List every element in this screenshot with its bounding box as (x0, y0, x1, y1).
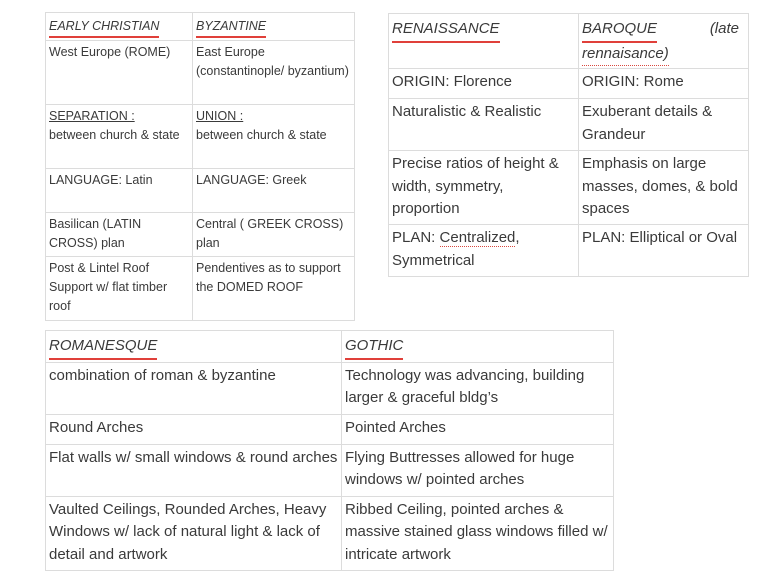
baroque-header-line (582, 18, 745, 43)
table-cell: LANGUAGE: Greek (193, 169, 355, 213)
table-cell: ORIGIN: Rome (579, 69, 749, 99)
table-row (46, 213, 355, 257)
table-cell: Round Arches (46, 414, 342, 444)
table-cell: Pointed Arches (342, 414, 614, 444)
table-cell: Emphasis on large masses, domes, & bold spaces (579, 151, 749, 225)
table-cell (46, 105, 193, 169)
table-cell: ORIGIN: Florence (389, 69, 579, 99)
header-baroque: BAROQUE (582, 18, 657, 43)
table-cell: Flat walls w/ small windows & round arches (46, 444, 342, 496)
table-cell: Naturalistic & Realistic (389, 99, 579, 151)
table-cell: Pendentives as to support the DOMED ROOF (193, 257, 355, 321)
table-row (389, 225, 749, 277)
table-row (389, 69, 749, 99)
renaissance-baroque-table (388, 13, 749, 277)
header-cell (193, 13, 355, 41)
header-gothic: GOTHIC (345, 335, 403, 360)
header-cell (389, 14, 579, 69)
baroque-note-1: (late (709, 20, 739, 37)
table-cell: Basilican (LATIN CROSS) plan (46, 213, 193, 257)
header-cell (342, 331, 614, 363)
table-cell (389, 225, 579, 277)
table-cell: Central ( GREEK CROSS) plan (193, 213, 355, 257)
table-cell: combination of roman & byzantine (46, 362, 342, 414)
table-row (46, 105, 355, 169)
table-cell: Flying Buttresses allowed for huge windows w/ pointed arches (342, 444, 614, 496)
baroque-note-2: rennaisance) (582, 43, 669, 67)
table-header-row (389, 14, 749, 69)
centralized-word: Centralized (439, 229, 516, 246)
table-cell: Vaulted Ceilings, Rounded Arches, Heavy Windows w/ lack of natural light & lack of detail and artwork (46, 496, 342, 570)
header-romanesque: ROMANESQUE (49, 335, 157, 360)
header-renaissance: RENAISSANCE (392, 18, 500, 43)
table-header-row (46, 13, 355, 41)
table-row (46, 362, 614, 414)
table-cell: Ribbed Ceiling, pointed arches & massive stained glass windows filled w/ intricate artwork (342, 496, 614, 570)
table-cell: East Europe (constantinople/ byzantium) (193, 41, 355, 105)
table-row (389, 151, 749, 225)
table-header-row (46, 331, 614, 363)
table-row (46, 41, 355, 105)
table-cell: LANGUAGE: Latin (46, 169, 193, 213)
table-row (46, 169, 355, 213)
plan-prefix: PLAN: (392, 229, 440, 246)
header-early-christian: EARLY CHRISTIAN (49, 17, 159, 38)
table-cell (193, 105, 355, 169)
romanesque-gothic-table (45, 330, 614, 571)
table-cell: PLAN: Elliptical or Oval (579, 225, 749, 277)
separation-label: SEPARATION : (49, 109, 135, 123)
early-christian-byzantine-table (45, 12, 355, 321)
table-cell: West Europe (ROME) (46, 41, 193, 105)
header-cell (46, 331, 342, 363)
table-row (389, 99, 749, 151)
table-row (46, 414, 614, 444)
header-cell (579, 14, 749, 69)
table-cell: Precise ratios of height & width, symmetry, proportion (389, 151, 579, 225)
header-byzantine: BYZANTINE (196, 17, 266, 38)
separation-text: between church & state (49, 128, 180, 142)
table-row (46, 496, 614, 570)
table-cell: Post & Lintel Roof Support w/ flat timber roof (46, 257, 193, 321)
header-cell (46, 13, 193, 41)
plan-suffix: , Symmetrical (392, 229, 520, 269)
table-row (46, 257, 355, 321)
union-text: between church & state (196, 128, 327, 142)
union-label: UNION : (196, 109, 244, 123)
table-row (46, 444, 614, 496)
table-cell: Technology was advancing, building larger & graceful bldg’s (342, 362, 614, 414)
table-cell: Exuberant details & Grandeur (579, 99, 749, 151)
